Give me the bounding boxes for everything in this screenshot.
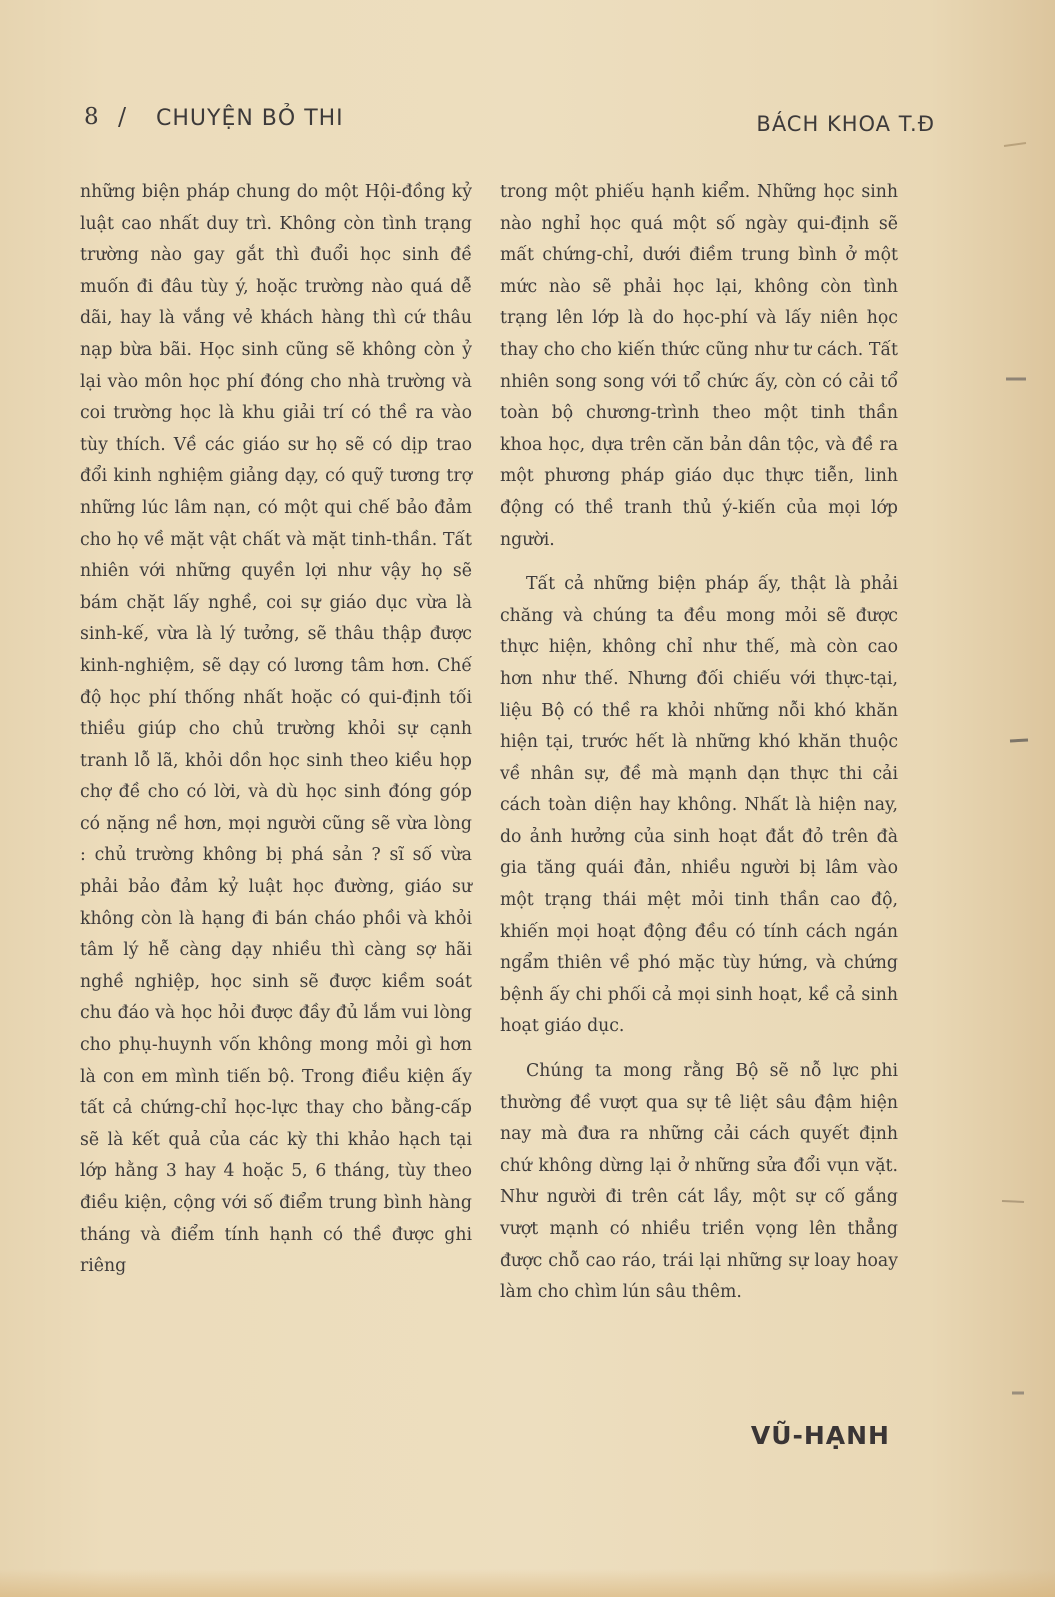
journal-name: BÁCH KHOA T.Đ <box>756 112 935 136</box>
left-column <box>80 177 472 1283</box>
page-header <box>84 104 935 138</box>
right-paragraph-1: trong một phiếu hạnh kiểm. Những học sinh nào nghỉ học quá một số ngày qui-định sẽ mất chứng-chỉ, dưới điềm trung bình ở một mức nào sẽ phải học lại, không còn tình trạng lên lớp là do học-phí và lấy niên học thay cho cho kiến thức cũng như tư cách. Tất nhiên song song với tổ chức ấy, còn có cải tổ toàn bộ chương-trình theo một tinh thần khoa học, dựa trên căn bản dân tộc, và đề ra một phương pháp giáo dục thực tiễn, linh động có thề tranh thủ ý-kiến của mọi lớp người. <box>500 182 898 550</box>
right-column <box>500 177 898 1309</box>
author-signature: VŨ-HẠNH <box>750 1421 890 1450</box>
margin-mark <box>1000 1196 1026 1206</box>
right-paragraph-2: Tất cả những biện pháp ấy, thật là phải chăng và chúng ta đều mong mỏi sẽ được thực hiện, không chỉ như thế, mà còn cao hơn như thế. Nhưng đối chiếu với thực-tại, liệu Bộ có thề ra khỏi những nỗi khó khăn hiện tại, trước hết là những khó khăn thuộc về nhân sự, đề mà mạnh dạn thực thi cải cách toàn diện hay không. Nhất là hiện nay, do ảnh hưởng của sinh hoạt đắt đỏ trên đà gia tăng quái đản, nhiều người bị lâm vào một trạng thái mệt mỏi tinh thần cao độ, khiến mọi hoạt động đều có tính cách ngán ngẩm thiên về phó mặc tùy hứng, và chứng bệnh ấy chi phối cả mọi sinh hoạt, kề cả sinh hoạt giáo dục. <box>500 574 898 1037</box>
margin-mark <box>1010 1388 1036 1398</box>
running-title: CHUYỆN BỎ THI <box>156 106 344 131</box>
right-paragraph-3: Chúng ta mong rằng Bộ sẽ nỗ lực phi thường đề vượt qua sự tê liệt sâu đậm hiện nay mà đưa ra những cải cách quyết định chứ không dừng lại ở những sửa đổi vụn vặt. Như người đi trên cát lầy, một sự cố gắng vượt mạnh có nhiều triền vọng lên thẳng được chỗ cao ráo, trái lại những sự loay hoay làm cho chìm lún sâu thêm. <box>500 1061 898 1303</box>
margin-mark <box>1008 736 1034 746</box>
margin-mark <box>1004 374 1030 384</box>
margin-mark <box>1002 140 1028 150</box>
header-separator: / <box>118 103 127 131</box>
left-paragraph: những biện pháp chung do một Hội-đồng kỷ luật cao nhất duy trì. Không còn tình trạng trường nào gay gắt thì đuổi học sinh đề muốn đi đâu tùy ý, hoặc trường nào quá dễ dãi, hay là vắng vẻ khách hàng thì cứ thâu nạp bừa bãi. Học sinh cũng sẽ không còn ỷ lại vào môn học phí đóng cho nhà trường và coi trường học là khu giải trí có thề ra vào tùy thích. Về các giáo sư họ sẽ có dịp trao đổi kinh nghiệm giảng dạy, có quỹ tương trợ những lúc lâm nạn, có một qui chế bảo đảm cho họ về mặt vật chất và mặt tinh-thần. Tất nhiên với những quyền lợi như vậy họ sẽ bám chặt lấy nghề, coi sự giáo dục vừa là sinh-kế, vừa là lý tưởng, sẽ thâu thập được kinh-nghiệm, sẽ dạy có lương tâm hơn. Chế độ học phí thống nhất hoặc có qui-định tối thiều giúp cho chủ trường khỏi sự cạnh tranh lỗ lã, khỏi dồn học sinh theo kiều họp chợ đề cho có lời, và dù học sinh đóng góp có nặng nề hơn, mọi người cũng sẽ vừa lòng : chủ trường không bị phá sản ? sĩ số vừa phải bảo đảm kỷ luật học đường, giáo sư không còn là hạng đi bán cháo phồi và khỏi tâm lý hễ càng dạy nhiều thì càng sợ hãi nghề nghiệp, học sinh sẽ được kiềm soát chu đáo và học hỏi được đầy đủ lắm vui lòng cho phụ-huynh vốn không mong mỏi gì hơn là con em mình tiến bộ. Trong điều kiện ấy tất cả chứng-chỉ học-lực thay cho bằng-cấp sẽ là kết quả của các kỳ thi khảo hạch tại lớp hằng 3 hay 4 hoặc 5, 6 tháng, tùy theo điều kiện, cộng với số điểm trung bình hàng tháng và điểm tính hạnh có thề được ghi riêng <box>80 182 472 1277</box>
page-number: 8 <box>84 104 99 130</box>
